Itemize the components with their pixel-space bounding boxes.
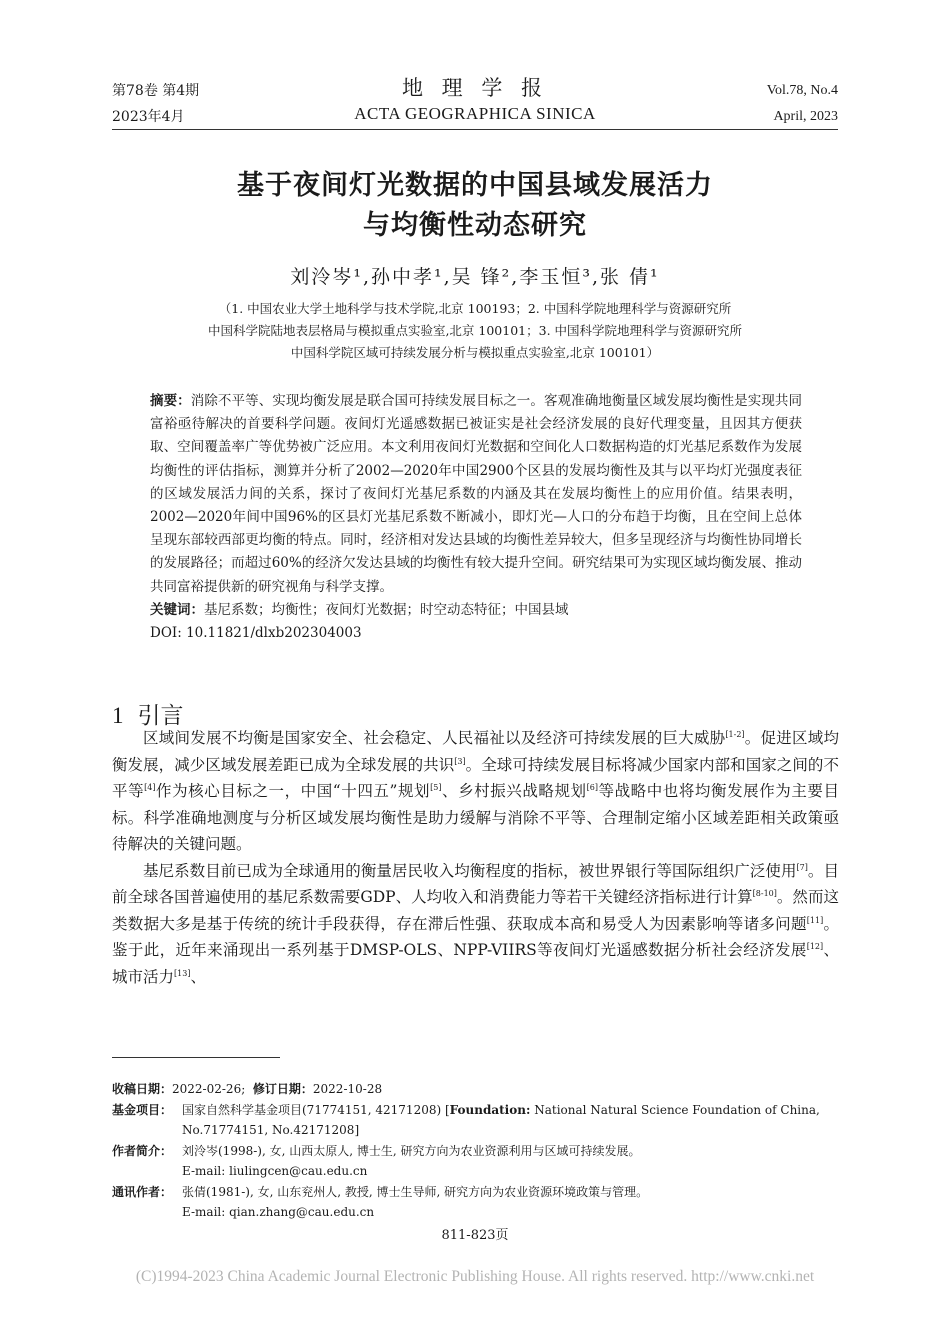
author-list: 刘泠岑¹,孙中孝¹,吴 锋²,李玉恒³,张 倩¹: [290, 266, 660, 288]
abstract: [150, 390, 802, 599]
footnote-divider: [112, 1057, 280, 1058]
keywords: [150, 599, 802, 622]
citation[interactable]: [1-2]: [725, 729, 745, 739]
affiliation-line: （1. 中国农业大学土地科学与技术学院,北京 100193；2. 中国科学院地理科学与资源研究所: [218, 301, 732, 316]
journal-name-cn: 地 理 学 报: [401, 76, 549, 100]
volume-en: Vol.78, No.4: [766, 83, 838, 98]
journal-name-en: ACTA GEOGRAPHICA SINICA: [354, 104, 596, 123]
issue-date-en: April, 2023: [773, 109, 838, 124]
keywords-text: 基尼系数；均衡性；夜间灯光数据；时空动态特征；中国县域: [204, 601, 569, 618]
corresponding-email[interactable]: E-mail: qian.zhang@cau.edu.cn: [182, 1205, 375, 1219]
corresponding-author: 通讯作者： 张倩(1981-), 女, 山东兖州人, 教授, 博士生导师, 研究方向为农业资源环境政策与管理。 E-mail: qian.zhang@cau.edu.cn: [112, 1182, 839, 1223]
author-email[interactable]: E-mail: liulingcen@cau.edu.cn: [182, 1164, 368, 1178]
received-dates: 收稿日期：2022-02-26; 修订日期：2022-10-28: [112, 1082, 383, 1096]
citation[interactable]: [7]: [796, 862, 808, 872]
citation[interactable]: [13]: [174, 968, 191, 978]
citation[interactable]: [12]: [806, 941, 824, 951]
title-line-1: 基于夜间灯光数据的中国县域发展活力: [237, 170, 713, 201]
footnotes: [112, 1079, 839, 1223]
body-text: [112, 725, 839, 990]
abstract-text: 消除不平等、实现均衡发展是联合国可持续发展目标之一。客观准确地衡量区域发展均衡性是实现共同富裕亟待解决的首要科学问题。夜间灯光遥感数据已被证实是社会经济发展的良好代理变量，且因其方便获取、空间覆盖率广等优势被广泛应用。本文利用夜间灯光数据和空间化人口数据构造的灯光基尼系数作为发展均衡性的评估指标，测算并分析了2002—2020年中国2900个区县的发展均衡性及其与以平均灯光强度表征的区域发展活力间的关系，探讨了夜间灯光基尼系数的内涵及其在发展均衡性上的应用价值。结果表明，2002—2020年间中国96%的区县灯光基尼系数不断减小，即灯光—人口的分布趋于均衡，且在空间上总体呈现东部较西部更均衡的特点。同时，经济相对发达县域的均衡性差异较大，但多呈现经济与均衡性协同增长的发展路径；而超过60%的经济欠发达县域的均衡性有较大提升空间。研究结果可为实现区域均衡发展、推动共同富裕提供新的研究视角与科学支撑。: [150, 393, 803, 595]
funding: 基金项目： 国家自然科学基金项目(71774151, 42171208) [Foundation: National Natural Science Foundation of China, No.71774151, No.42171208]: [112, 1102, 820, 1137]
copyright-watermark: (C)1994-2023 China Academic Journal Electronic Publishing House. All rights reserved. http://www.cnki.net: [135, 1268, 815, 1285]
abstract-label: 摘要：: [150, 393, 191, 409]
header-right: [767, 78, 838, 130]
paragraph: 基尼系数目前已成为全球通用的衡量居民收入均衡程度的指标，被世界银行等国际组织广泛使用[7]。目前全球各国普遍使用的基尼系数需要GDP、人均收入和消费能力等若干关键经济指标进行计算[8-10]。然而这类数据大多是基于传统的统计手段获得，存在滞后性强、获取成本高和易受人为因素影响等诸多问题[11]。鉴于此，近年来涌现出一系列基于DMSP-OLS、NPP-VIIRS等夜间灯光遥感数据分析社会经济发展[12]、城市活力[13]、: [112, 861, 839, 986]
abstract-block: [150, 390, 802, 645]
affiliations: [0, 298, 950, 364]
citation[interactable]: [11]: [806, 915, 824, 925]
issue-date-cn: 2023年4月: [112, 109, 185, 125]
citation[interactable]: [5]: [430, 782, 442, 792]
citation[interactable]: [3]: [454, 756, 466, 766]
paragraph: 区域间发展不均衡是国家安全、社会稳定、人民福祉以及经济可持续发展的巨大威胁[1-2]。促进区域均衡发展，减少区域发展差距已成为全球发展的共识[3]。全球可持续发展目标将减少国家内部和国家之间的不平等[4]作为核心目标之一，中国“十四五”规划[5]、乡村振兴战略规划[6]等战略中也将均衡发展作为主要目标。科学准确地测度与分析区域发展均衡性是助力缓解与消除不平等、合理制定缩小区域差距相关政策亟待解决的关键问题。: [112, 729, 839, 853]
section-title: 引言: [137, 703, 184, 729]
affiliation-line: 中国科学院陆地表层格局与模拟重点实验室,北京 100101；3. 中国科学院地理科学与资源研究所: [207, 323, 743, 338]
affiliation-line: 中国科学院区域可持续发展分析与模拟重点实验室,北京 100101）: [290, 345, 660, 360]
keywords-label: 关键词：: [150, 601, 204, 618]
paper-title: [0, 166, 950, 246]
title-line-2: 与均衡性动态研究: [363, 210, 587, 241]
citation[interactable]: [6]: [586, 782, 598, 792]
volume-issue: 第78卷 第4期: [112, 83, 200, 99]
author-bio: 作者简介： 刘泠岑(1998-), 女, 山西太原人, 博士生, 研究方向为农业资源利用与区域可持续发展。 E-mail: liulingcen@cau.edu.cn: [112, 1141, 839, 1182]
page-range: 811-823页: [441, 1228, 509, 1243]
citation[interactable]: [4]: [144, 782, 156, 792]
section-number: 1: [112, 703, 124, 728]
citation[interactable]: [8-10]: [752, 888, 777, 898]
header-divider: [112, 129, 838, 130]
doi: DOI: 10.11821/dlxb202304003: [150, 624, 362, 641]
